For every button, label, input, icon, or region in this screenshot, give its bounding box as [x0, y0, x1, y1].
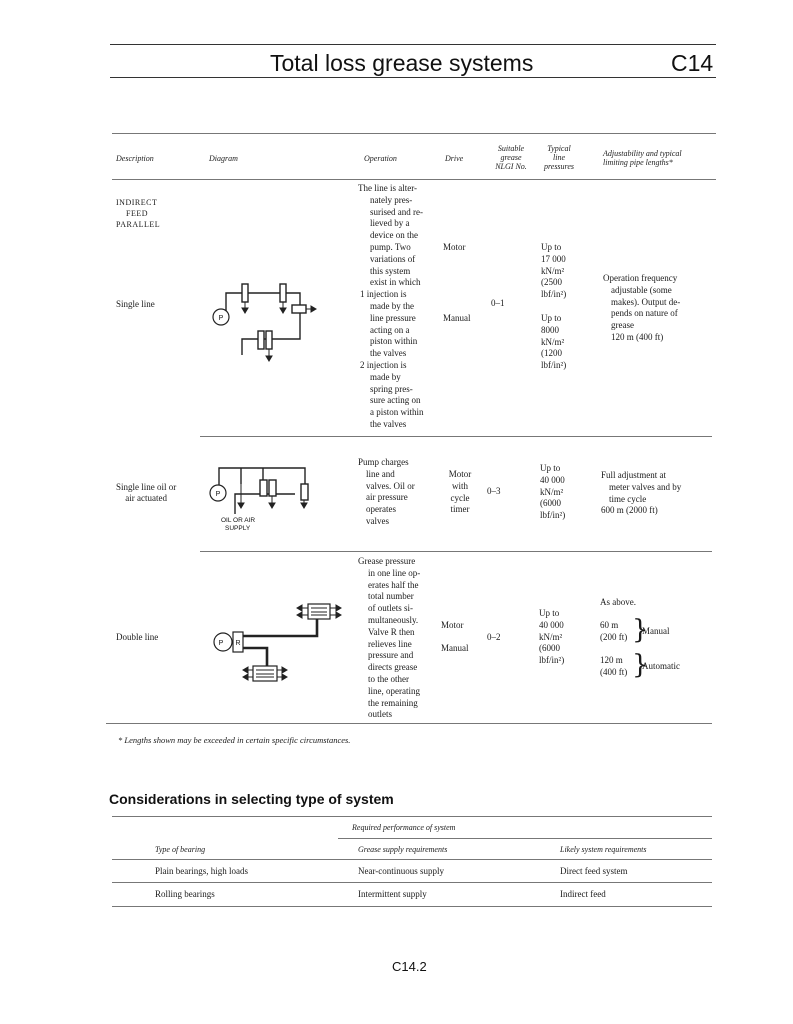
single-line-valve-1: [242, 284, 248, 302]
row3-nlgi: 0–2: [487, 632, 501, 642]
row1-op-line: sure acting on: [370, 395, 421, 406]
row3-pressure-line: Up to: [539, 608, 560, 618]
single-line-pump-label: P: [218, 315, 224, 322]
row3-adjust-manual-label: Manual: [642, 626, 670, 636]
col-header-diagram: Diagram: [209, 154, 238, 163]
considerations-col-supply: Grease supply requirements: [358, 845, 448, 854]
considerations-row-rule: [112, 882, 712, 883]
considerations-row1-system: Direct feed system: [560, 866, 628, 876]
considerations-col-system: Likely system requirements: [560, 845, 647, 854]
row1-pressure-2-line: Up to: [541, 313, 562, 323]
row3-drive-motor: Motor: [441, 620, 464, 630]
row2-op-line: line and: [366, 468, 395, 479]
row1-op-line: 2 injection is: [360, 359, 407, 370]
single-line-valve-3: [292, 305, 306, 313]
table-bottom-rule: [106, 723, 712, 724]
group-label-l3: PARALLEL: [116, 220, 161, 229]
row1-op-line: surised and re-: [370, 206, 423, 217]
double-line-pipe-1: [241, 618, 317, 636]
row1-op-line: 1 injection is: [360, 289, 407, 300]
row1-adjust-line: Operation frequency: [603, 273, 678, 283]
single-line-valve-2: [280, 284, 286, 302]
row1-adjust-line: adjustable (some: [611, 284, 672, 295]
double-line-pump-label: P: [218, 640, 224, 647]
row1-pressure-1-line: kN/m²: [541, 265, 565, 276]
row1-nlgi: 0–1: [491, 298, 505, 308]
row1-op-line: spring pres-: [370, 383, 413, 394]
row1-op-line: line pressure: [370, 312, 416, 323]
col-header-operation: Operation: [364, 154, 397, 163]
air-actuated-supply-label-1: OIL OR AIR: [221, 517, 256, 524]
row1-op-line: piston within: [370, 336, 418, 347]
col-header-nlgi-l2: grease: [500, 153, 522, 162]
row1-pressure-1-line: (2500: [541, 277, 562, 288]
group-label-l2: FEED: [126, 209, 148, 218]
row2-pressure-line: kN/m²: [540, 486, 564, 497]
row1-op-line: the valves: [370, 348, 407, 359]
row3-pressure-line: 40 000: [539, 619, 564, 630]
row1-drive-manual: Manual: [443, 313, 471, 323]
row1-op-line: the valves: [370, 418, 407, 429]
row2-op-line: operates: [366, 504, 396, 515]
row3-op-line: of outlets si-: [368, 603, 413, 614]
single-line-valve-5: [266, 331, 272, 349]
row2-pressure-line: Up to: [540, 463, 561, 473]
group-label: [116, 197, 160, 230]
row1-adjust: [603, 273, 708, 344]
row2-drive-line: timer: [450, 504, 470, 515]
row3-op-line: line, operating: [368, 685, 420, 696]
col-header-nlgi-l1: Suitable: [497, 144, 525, 153]
considerations-col-bearing: Type of bearing: [155, 845, 206, 854]
considerations-row2-supply: Intermittent supply: [358, 889, 427, 899]
row3-adjust-auto: [600, 655, 627, 679]
row2-pressure-line: lbf/in²): [540, 510, 566, 521]
row2-adjust-line: time cycle: [609, 493, 647, 504]
row1-pressure-1-line: lbf/in²): [541, 289, 567, 300]
col-header-pressure-l1: Typical: [547, 144, 571, 153]
considerations-bottom-rule: [112, 906, 712, 907]
row1-op-line: The line is alter-: [358, 183, 418, 193]
row3-adjust-auto-line: (400 ft): [600, 666, 628, 677]
row1-op-line: variations of: [370, 253, 416, 264]
col-header-nlgi-l3: NLGI No.: [495, 162, 527, 171]
row2-op-line: valves. Oil or: [366, 480, 415, 491]
row3-op-line: total number: [368, 591, 414, 602]
auto-brace-icon: }: [632, 650, 649, 680]
row1-pressure-1-line: Up to: [541, 242, 562, 252]
header-bottom-rule: [110, 77, 716, 78]
manual-brace-icon: }: [632, 615, 649, 645]
row2-op-line: air pressure: [366, 492, 408, 503]
row1-op-line: a piston within: [370, 407, 424, 418]
air-actuated-valve-1: [260, 480, 267, 496]
row1-pressure-2-line: (1200: [541, 348, 562, 359]
row2-adjust-line: Full adjustment at: [601, 470, 666, 480]
row3-adjust-auto-label: Automatic: [642, 661, 680, 671]
considerations-row2-system: Indirect feed: [560, 889, 606, 899]
row3-pressure: [539, 608, 564, 667]
double-line-valve-label: R: [235, 640, 241, 647]
row3-adjust-auto-line: 120 m: [600, 655, 623, 665]
row1-op-line: made by: [370, 371, 401, 382]
col-header-nlgi: [488, 144, 534, 171]
air-actuated-diagram: [205, 462, 325, 538]
row1-op-line: pump. Two: [370, 241, 411, 252]
row3-op-line: the remaining: [368, 697, 418, 708]
row1-op-line: this system: [370, 265, 411, 276]
row3-op-line: pressure and: [368, 650, 414, 661]
air-actuated-valve-3: [301, 484, 308, 500]
row1-op-line: lieved by a: [370, 218, 410, 229]
single-line-diagram: [200, 275, 325, 385]
considerations-span-header: Required performance of system: [352, 823, 456, 832]
row2-drive-line: with: [451, 480, 468, 491]
considerations-row1-bearing: Plain bearings, high loads: [155, 866, 248, 876]
row1-bottom-rule: [200, 436, 712, 437]
row1-op-line: device on the: [370, 230, 418, 241]
single-line-valve-4: [258, 331, 264, 349]
col-header-pressure-l2: line: [553, 153, 565, 162]
row3-adjust-head: As above.: [600, 597, 636, 607]
considerations-heading: Considerations in selecting type of system: [109, 791, 394, 807]
table-footnote: * Lengths shown may be exceeded in certain specific circumstances.: [118, 735, 351, 745]
row2-bottom-rule: [200, 551, 712, 552]
row2-description-line: Single line oil or: [116, 482, 177, 492]
row1-adjust-line: 120 m (400 ft): [611, 331, 664, 342]
row3-adjust-manual-line: 60 m: [600, 620, 619, 630]
row1-adjust-line: pends on nature of: [611, 308, 678, 319]
row2-pressure-line: (6000: [540, 498, 561, 509]
row3-adjust-manual-line: (200 ft): [600, 631, 628, 642]
row3-operation: [358, 556, 432, 721]
double-line-diagram: [205, 598, 355, 690]
row1-pressure-2: [541, 313, 566, 372]
row2-drive-line: cycle: [450, 492, 470, 503]
row1-op-line: made by the: [370, 300, 414, 311]
row3-op-line: Grease pressure: [358, 556, 416, 566]
air-actuated-valve-2: [269, 480, 276, 496]
double-line-pipe-2: [241, 648, 267, 668]
row2-description: [116, 482, 176, 504]
row3-pressure-line: lbf/in²): [539, 655, 565, 666]
row1-pressure-2-line: lbf/in²): [541, 360, 567, 371]
row2-adjust-line: meter valves and by: [609, 481, 682, 492]
row3-op-line: outlets: [368, 709, 392, 720]
row1-op-line: acting on a: [370, 324, 410, 335]
row3-pressure-line: kN/m²: [539, 631, 563, 642]
row3-op-line: directs grease: [368, 662, 418, 673]
row2-description-line: air actuated: [125, 493, 167, 503]
considerations-header-rule: [112, 859, 712, 860]
row3-op-line: to the other: [368, 673, 409, 684]
row1-adjust-line: grease: [611, 320, 634, 331]
row2-operation: [358, 457, 436, 528]
considerations-row2-bearing: Rolling bearings: [155, 889, 215, 899]
row3-op-line: erates half the: [368, 579, 419, 590]
col-header-drive: Drive: [445, 154, 464, 163]
row2-pressure: [540, 463, 565, 522]
considerations-top-rule: [112, 816, 712, 817]
row3-adjust-manual: [600, 620, 627, 644]
row2-drive-line: Motor: [448, 469, 472, 479]
table-header-rule: [112, 179, 716, 180]
page-title: Total loss grease systems: [270, 50, 534, 76]
row3-op-line: relieves line: [368, 638, 412, 649]
row2-op-line: valves: [366, 515, 389, 526]
table-top-rule: [112, 133, 716, 134]
row2-adjust-line: 600 m (2000 ft): [601, 505, 658, 516]
col-header-description: Description: [116, 154, 154, 163]
air-actuated-supply-label-2: SUPPLY: [225, 525, 251, 532]
row3-op-line: in one line op-: [368, 567, 421, 578]
row1-pressure-2-line: 8000: [541, 324, 559, 335]
row1-op-line: nately pres-: [370, 194, 413, 205]
section-code: C14: [671, 50, 714, 76]
row2-op-line: Pump charges: [358, 457, 409, 467]
row3-description: Double line: [116, 632, 159, 642]
group-label-l1: INDIRECT: [116, 198, 158, 207]
row3-op-line: multaneously.: [368, 614, 419, 625]
row1-pressure-1-line: 17 000: [541, 253, 566, 264]
considerations-row1-supply: Near-continuous supply: [358, 866, 445, 876]
col-header-pressure: [537, 144, 581, 171]
row1-description: Single line: [116, 299, 155, 309]
air-actuated-pump-label: P: [215, 491, 221, 498]
considerations-span-rule: [338, 838, 712, 839]
row3-pressure-line: (6000: [539, 643, 560, 654]
col-header-adjust-l1: Adjustability and typical: [603, 149, 682, 158]
page-number: C14.2: [392, 959, 427, 974]
row1-operation: [358, 183, 436, 431]
row1-op-line: exist in which: [370, 277, 421, 288]
row1-drive-motor: Motor: [443, 242, 466, 252]
col-header-adjust-l2: limiting pipe lengths*: [603, 158, 673, 167]
row3-op-line: Valve R then: [368, 626, 415, 637]
row2-nlgi: 0–3: [487, 486, 501, 496]
header-top-rule: [110, 44, 716, 45]
row2-adjust: [601, 470, 708, 517]
row2-drive: [441, 469, 479, 516]
row1-adjust-line: makes). Output de-: [611, 296, 681, 307]
row3-drive-manual: Manual: [441, 643, 469, 653]
air-actuated-supply-line: [235, 494, 295, 514]
col-header-adjust: [603, 149, 682, 167]
row2-pressure-line: 40 000: [540, 474, 565, 485]
col-header-pressure-l3: pressures: [543, 162, 575, 171]
row1-pressure-2-line: kN/m²: [541, 336, 565, 347]
row1-pressure-1: [541, 242, 566, 301]
